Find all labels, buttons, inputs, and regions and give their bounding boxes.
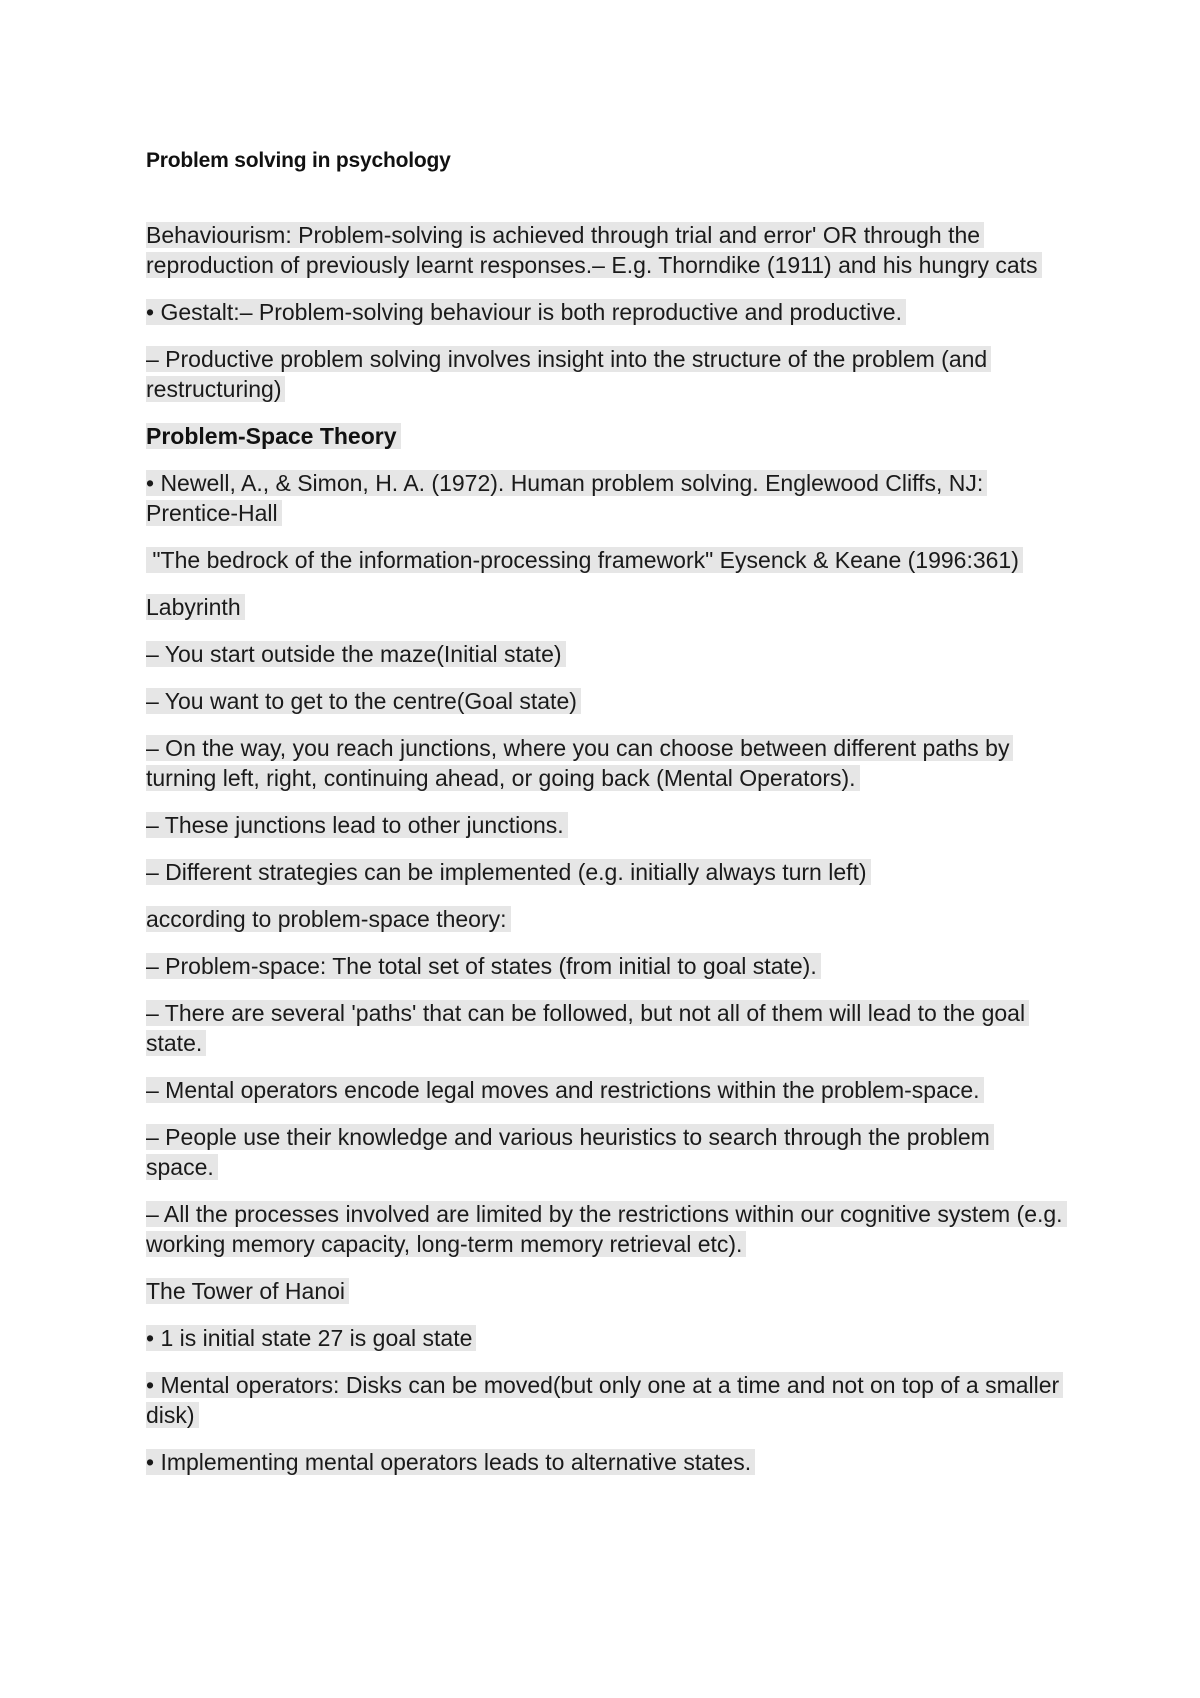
paragraph-heuristics [146, 1122, 1066, 1182]
paragraph-text: – All the processes involved are limited by the restrictions within our cognitive system (e.g. working memory capacity, long-term memory retrieval etc). [146, 1201, 1067, 1257]
paragraph-problem-space-def [146, 951, 1066, 981]
paragraph-labyrinth [146, 592, 1066, 622]
paragraph-behaviourism [146, 220, 1066, 280]
paragraph-restrictions [146, 1199, 1066, 1259]
section-heading-problem-space [146, 421, 1066, 451]
paragraph-initial-state [146, 639, 1066, 669]
document-title: Problem solving in psychology [146, 149, 451, 172]
paragraph-text: – People use their knowledge and various heuristics to search through the problem space. [146, 1124, 994, 1180]
paragraph-text: – Different strategies can be implemented (e.g. initially always turn left) [146, 859, 871, 885]
paragraph-other-junctions [146, 810, 1066, 840]
paragraph-text: – You start outside the maze(Initial state) [146, 641, 566, 667]
paragraph-paths [146, 998, 1066, 1058]
paragraph-text: "The bedrock of the information-processing framework" Eysenck & Keane (1996:361) [146, 547, 1023, 573]
paragraph-goal-state [146, 686, 1066, 716]
paragraph-according-to [146, 904, 1066, 934]
paragraph-strategies [146, 857, 1066, 887]
paragraph-text: The Tower of Hanoi [146, 1278, 349, 1304]
paragraph-text: • 1 is initial state 27 is goal state [146, 1325, 476, 1351]
paragraph-junctions [146, 733, 1066, 793]
paragraph-mental-operators [146, 1075, 1066, 1105]
paragraph-text: Behaviourism: Problem-solving is achieved through trial and error' OR through the reproduction of previously learnt responses.– E.g. Thorndike (1911) and his hungry cats [146, 222, 1042, 278]
paragraph-text: – Mental operators encode legal moves and restrictions within the problem-space. [146, 1077, 984, 1103]
paragraph-text: – Productive problem solving involves insight into the structure of the problem (and restructuring) [146, 346, 991, 402]
paragraph-text: • Implementing mental operators leads to alternative states. [146, 1449, 755, 1475]
paragraph-disks [146, 1370, 1066, 1430]
paragraph-text: • Gestalt:– Problem-solving behaviour is both reproductive and productive. [146, 299, 906, 325]
paragraph-text: according to problem-space theory: [146, 906, 511, 932]
paragraph-text: – On the way, you reach junctions, where you can choose between different paths by turning left, right, continuing ahead, or going back (Mental Operators). [146, 735, 1013, 791]
paragraph-initial-goal [146, 1323, 1066, 1353]
paragraph-text: Labyrinth [146, 594, 245, 620]
heading-text: Problem-Space Theory [146, 423, 401, 449]
paragraph-text: • Mental operators: Disks can be moved(but only one at a time and not on top of a smaller disk) [146, 1372, 1063, 1428]
paragraph-alternative-states [146, 1447, 1066, 1477]
document-body [146, 146, 1066, 1494]
paragraph-text: – These junctions lead to other junctions. [146, 812, 568, 838]
paragraph-text: – There are several 'paths' that can be followed, but not all of them will lead to the goal state. [146, 1000, 1029, 1056]
paragraph-tower-of-hanoi [146, 1276, 1066, 1306]
paragraph-gestalt [146, 297, 1066, 327]
paragraph-text: • Newell, A., & Simon, H. A. (1972). Human problem solving. Englewood Cliffs, NJ: Prentice-Hall [146, 470, 987, 526]
paragraph-text: – Problem-space: The total set of states (from initial to goal state). [146, 953, 821, 979]
paragraph-bedrock-quote [146, 545, 1066, 575]
paragraph-text: – You want to get to the centre(Goal state) [146, 688, 581, 714]
paragraph-newell-simon [146, 468, 1066, 528]
paragraph-productive [146, 344, 1066, 404]
